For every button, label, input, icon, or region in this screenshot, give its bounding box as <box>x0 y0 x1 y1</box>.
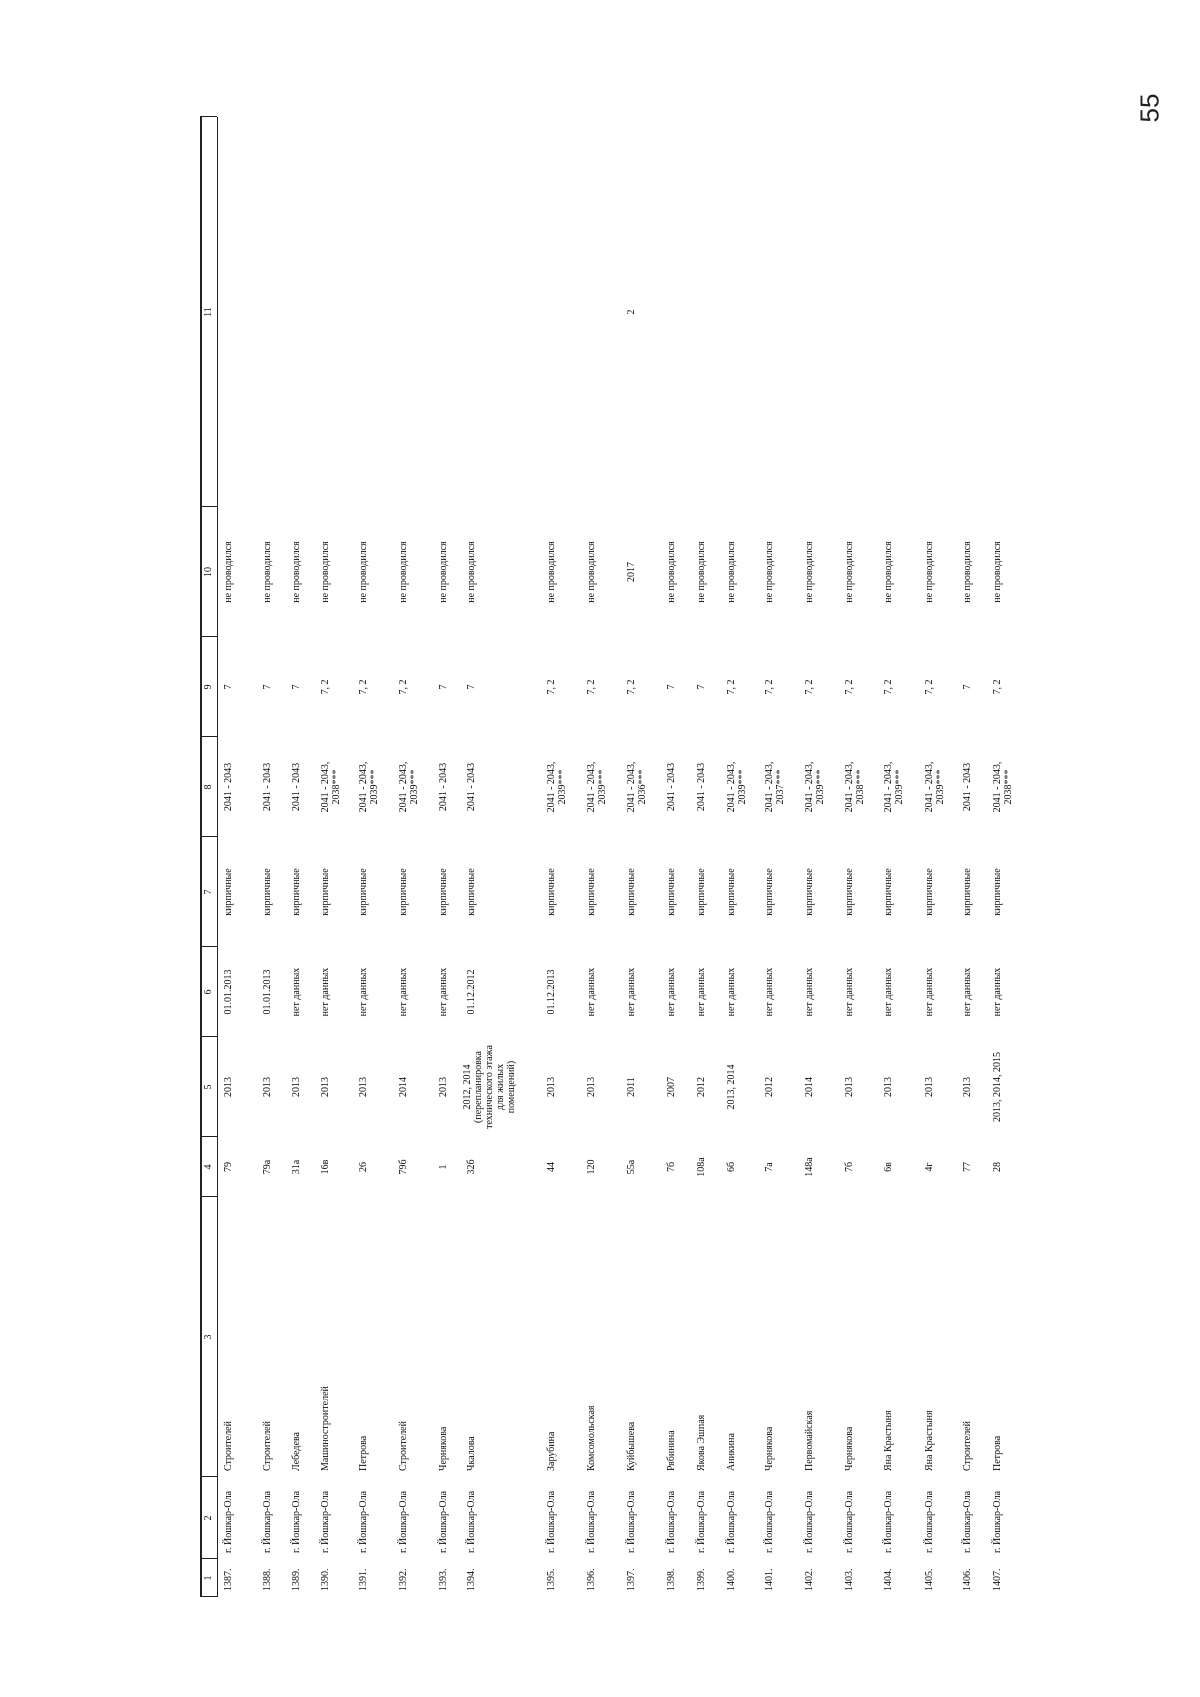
cell-city: г. Йошкар-Ола <box>626 1490 637 1553</box>
cell-walls: кирпичные <box>666 868 677 916</box>
cell-date: нет данных <box>883 967 894 1017</box>
cell-city: г. Йошкар-Ола <box>586 1490 597 1553</box>
cell-num: 1392. <box>398 1568 409 1591</box>
cell-period: 2041 - 2043, 2037*** <box>764 761 786 813</box>
cell-house: 79а <box>262 1159 273 1175</box>
cell-rate: 7 <box>666 684 677 690</box>
cell-survey: 2017 <box>626 562 637 582</box>
cell-walls: кирпичные <box>320 868 331 916</box>
cell-rate: 7, 2 <box>358 679 369 695</box>
cell-period: 2041 - 2043 <box>696 762 707 812</box>
cell-num: 1391. <box>358 1568 369 1591</box>
cell-survey: не проводился <box>696 541 707 603</box>
cell-walls: кирпичные <box>223 868 234 916</box>
cell-walls: кирпичные <box>883 868 894 916</box>
cell-survey: не проводился <box>883 541 894 603</box>
cell-date: нет данных <box>666 967 677 1017</box>
cell-rate: 7, 2 <box>586 679 597 695</box>
cell-city: г. Йошкар-Ола <box>466 1490 477 1553</box>
cell-period: 2041 - 2043, 2039*** <box>924 761 946 813</box>
cell-rate: 7, 2 <box>883 679 894 695</box>
cell-survey: не проводился <box>586 541 597 603</box>
cell-rate: 7, 2 <box>626 679 637 695</box>
cell-survey: не проводился <box>666 541 677 603</box>
cell-house: 16в <box>320 1159 331 1175</box>
cell-num: 1398. <box>666 1568 677 1591</box>
cell-street: Чернякова <box>438 1426 449 1471</box>
cell-date: 01.01.2013 <box>262 969 273 1015</box>
cell-walls: кирпичные <box>586 868 597 916</box>
header-cell: 7 <box>203 889 214 895</box>
cell-num: 1401. <box>764 1568 775 1591</box>
cell-street: Строителей <box>962 1421 973 1471</box>
cell-years: 2012, 2014 (перепланировка технического этажа для жилых помещений) <box>462 1045 517 1129</box>
cell-street: Комсомольская <box>586 1405 597 1471</box>
cell-walls: кирпичные <box>626 868 637 916</box>
cell-survey: не проводился <box>844 541 855 603</box>
cell-date: нет данных <box>962 967 973 1017</box>
cell-years: 2013 <box>924 1077 935 1097</box>
cell-rate: 7, 2 <box>546 679 557 695</box>
page-number: 55 <box>1134 93 1165 123</box>
header-top-border <box>200 117 202 1597</box>
cell-city: г. Йошкар-Ола <box>546 1490 557 1553</box>
cell-walls: кирпичные <box>262 868 273 916</box>
cell-house: 4г <box>924 1162 935 1172</box>
cell-period: 2041 - 2043 <box>962 762 973 812</box>
cell-period: 2041 - 2043, 2039*** <box>804 761 826 813</box>
cell-walls: кирпичные <box>398 868 409 916</box>
cell-period: 2041 - 2043 <box>466 762 477 812</box>
cell-survey: не проводился <box>546 541 557 603</box>
cell-street: Строителей <box>223 1421 234 1471</box>
cell-street: Машиностроителей <box>320 1386 331 1471</box>
cell-survey: не проводился <box>924 541 935 603</box>
cell-date: нет данных <box>804 967 815 1017</box>
cell-street: Строителей <box>262 1421 273 1471</box>
cell-rate: 7, 2 <box>398 679 409 695</box>
cell-period: 2041 - 2043, 2036*** <box>626 761 648 813</box>
cell-survey: не проводился <box>466 541 477 603</box>
cell-num: 1407. <box>992 1568 1003 1591</box>
cell-num: 1395. <box>546 1568 557 1591</box>
cell-date: нет данных <box>398 967 409 1017</box>
cell-city: г. Йошкар-Ола <box>291 1490 302 1553</box>
header-cell: 9 <box>203 684 214 690</box>
cell-years: 2013, 2014, 2015 <box>992 1052 1003 1122</box>
cell-years: 2007 <box>666 1077 677 1097</box>
cell-house: 1 <box>438 1164 449 1170</box>
cell-rate: 7, 2 <box>726 679 737 695</box>
cell-house: 44 <box>546 1162 557 1172</box>
cell-date: нет данных <box>844 967 855 1017</box>
cell-date: 01.12.2012 <box>466 969 477 1015</box>
cell-survey: не проводился <box>398 541 409 603</box>
cell-survey: не проводился <box>223 541 234 603</box>
rotated-data-table <box>200 117 1200 1597</box>
cell-city: г. Йошкар-Ола <box>398 1490 409 1553</box>
cell-num: 1393. <box>438 1568 449 1591</box>
cell-house: 77 <box>962 1162 973 1172</box>
cell-city: г. Йошкар-Ола <box>883 1490 894 1553</box>
cell-rate: 7 <box>262 684 273 690</box>
cell-house: 79 <box>223 1162 234 1172</box>
cell-num: 1389. <box>291 1568 302 1591</box>
cell-rate: 7 <box>696 684 707 690</box>
cell-rate: 7, 2 <box>764 679 775 695</box>
cell-walls: кирпичные <box>546 868 557 916</box>
cell-rate: 7, 2 <box>992 679 1003 695</box>
cell-date: нет данных <box>438 967 449 1017</box>
cell-years: 2013 <box>358 1077 369 1097</box>
header-cell: 1 <box>203 1575 214 1581</box>
cell-years: 2013 <box>883 1077 894 1097</box>
cell-years: 2014 <box>804 1077 815 1097</box>
cell-walls: кирпичные <box>962 868 973 916</box>
cell-street: Аникина <box>726 1433 737 1471</box>
cell-num: 1387. <box>223 1568 234 1591</box>
cell-walls: кирпичные <box>924 868 935 916</box>
cell-city: г. Йошкар-Ола <box>992 1490 1003 1553</box>
cell-num: 1400. <box>726 1568 737 1591</box>
cell-period: 2041 - 2043, 2038*** <box>320 761 342 813</box>
cell-survey: не проводился <box>962 541 973 603</box>
cell-years: 2013 <box>291 1077 302 1097</box>
cell-date: нет данных <box>626 967 637 1017</box>
cell-years: 2013 <box>546 1077 557 1097</box>
cell-num: 1403. <box>844 1568 855 1591</box>
cell-years: 2013 <box>586 1077 597 1097</box>
header-cell: 5 <box>203 1084 214 1090</box>
cell-period: 2041 - 2043, 2038*** <box>992 761 1014 813</box>
cell-street: Чернякова <box>764 1426 775 1471</box>
cell-street: Чернякова <box>844 1426 855 1471</box>
cell-num: 1397. <box>626 1568 637 1591</box>
cell-survey: не проводился <box>262 541 273 603</box>
cell-city: г. Йошкар-Ола <box>666 1490 677 1553</box>
cell-period: 2041 - 2043 <box>666 762 677 812</box>
cell-street: Якова Эшпая <box>696 1414 707 1471</box>
cell-street: Яна Крастыня <box>924 1410 935 1471</box>
cell-date: нет данных <box>291 967 302 1017</box>
header-bottom-border <box>217 117 218 1597</box>
header-cell: 3 <box>203 1334 214 1340</box>
cell-num: 1404. <box>883 1568 894 1591</box>
cell-date: нет данных <box>726 967 737 1017</box>
cell-num: 1402. <box>804 1568 815 1591</box>
cell-rate: 7, 2 <box>320 679 331 695</box>
cell-years: 2013, 2014 <box>726 1064 737 1110</box>
cell-street: Чкалова <box>466 1436 477 1471</box>
cell-period: 2041 - 2043, 2039*** <box>398 761 420 813</box>
header-cell: 6 <box>203 989 214 995</box>
cell-survey: не проводился <box>320 541 331 603</box>
cell-date: нет данных <box>320 967 331 1017</box>
cell-city: г. Йошкар-Ола <box>223 1490 234 1553</box>
cell-house: 55а <box>626 1159 637 1175</box>
cell-walls: кирпичные <box>992 868 1003 916</box>
cell-city: г. Йошкар-Ола <box>726 1490 737 1553</box>
header-cell: 8 <box>203 784 214 790</box>
cell-period: 2041 - 2043, 2039*** <box>726 761 748 813</box>
cell-house: 108а <box>696 1157 707 1177</box>
cell-num: 1394. <box>466 1568 477 1591</box>
cell-survey: не проводился <box>726 541 737 603</box>
cell-city: г. Йошкар-Ола <box>438 1490 449 1553</box>
cell-period: 2041 - 2043, 2039*** <box>358 761 380 813</box>
cell-city: г. Йошкар-Ола <box>924 1490 935 1553</box>
cell-house: 26 <box>358 1162 369 1172</box>
cell-years: 2013 <box>262 1077 273 1097</box>
cell-years: 2013 <box>320 1077 331 1097</box>
cell-walls: кирпичные <box>466 868 477 916</box>
cell-city: г. Йошкар-Ола <box>764 1490 775 1553</box>
cell-years: 2012 <box>696 1077 707 1097</box>
cell-house: 7а <box>764 1162 775 1172</box>
cell-house: 6б <box>726 1161 737 1173</box>
cell-rate: 7 <box>962 684 973 690</box>
cell-survey: не проводился <box>764 541 775 603</box>
cell-street: Рябинина <box>666 1430 677 1471</box>
cell-survey: не проводился <box>358 541 369 603</box>
header-cell: 11 <box>203 307 214 317</box>
cell-city: г. Йошкар-Ола <box>320 1490 331 1553</box>
cell-street: Лебедева <box>291 1432 302 1471</box>
cell-survey: не проводился <box>438 541 449 603</box>
cell-period: 2041 - 2043, 2039*** <box>546 761 568 813</box>
cell-rate: 7 <box>223 684 234 690</box>
cell-house: 31а <box>291 1159 302 1175</box>
cell-num: 1405. <box>924 1568 935 1591</box>
cell-street: Строителей <box>398 1421 409 1471</box>
cell-date: нет данных <box>586 967 597 1017</box>
cell-date: нет данных <box>358 967 369 1017</box>
cell-street: Зарубина <box>546 1431 557 1471</box>
cell-street: Первомайская <box>804 1410 815 1471</box>
cell-house: 120 <box>586 1159 597 1175</box>
cell-years: 2013 <box>223 1077 234 1097</box>
cell-rate: 7 <box>291 684 302 690</box>
cell-extra: 2 <box>626 309 637 315</box>
cell-period: 2041 - 2043 <box>223 762 234 812</box>
cell-city: г. Йошкар-Ола <box>844 1490 855 1553</box>
cell-walls: кирпичные <box>844 868 855 916</box>
cell-walls: кирпичные <box>726 868 737 916</box>
cell-survey: не проводился <box>291 541 302 603</box>
cell-house: 32б <box>466 1159 477 1175</box>
cell-city: г. Йошкар-Ола <box>962 1490 973 1553</box>
cell-period: 2041 - 2043 <box>291 762 302 812</box>
header-cell: 4 <box>203 1164 214 1170</box>
cell-street: Петрова <box>992 1435 1003 1471</box>
cell-rate: 7, 2 <box>924 679 935 695</box>
cell-num: 1406. <box>962 1568 973 1591</box>
cell-house: 79б <box>398 1159 409 1175</box>
cell-walls: кирпичные <box>291 868 302 916</box>
cell-house: 7б <box>666 1161 677 1173</box>
cell-num: 1399. <box>696 1568 707 1591</box>
cell-house: 148а <box>804 1157 815 1177</box>
cell-walls: кирпичные <box>438 868 449 916</box>
cell-walls: кирпичные <box>804 868 815 916</box>
cell-date: 01.12.2013 <box>546 969 557 1015</box>
cell-street: Петрова <box>358 1435 369 1471</box>
cell-walls: кирпичные <box>764 868 775 916</box>
cell-walls: кирпичные <box>358 868 369 916</box>
header-cell: 2 <box>203 1515 214 1521</box>
cell-city: г. Йошкар-Ола <box>262 1490 273 1553</box>
header-cell: 10 <box>203 567 214 577</box>
cell-date: 01.01.2013 <box>223 969 234 1015</box>
cell-years: 2014 <box>398 1077 409 1097</box>
cell-period: 2041 - 2043 <box>262 762 273 812</box>
cell-rate: 7 <box>438 684 449 690</box>
cell-period: 2041 - 2043, 2038*** <box>844 761 866 813</box>
cell-years: 2013 <box>962 1077 973 1097</box>
cell-house: 6в <box>883 1162 894 1172</box>
cell-street: Куйбышева <box>626 1421 637 1471</box>
cell-years: 2013 <box>438 1077 449 1097</box>
cell-city: г. Йошкар-Ола <box>696 1490 707 1553</box>
cell-house: 7б <box>844 1161 855 1173</box>
cell-rate: 7 <box>466 684 477 690</box>
cell-date: нет данных <box>924 967 935 1017</box>
cell-date: нет данных <box>764 967 775 1017</box>
cell-rate: 7, 2 <box>844 679 855 695</box>
cell-walls: кирпичные <box>696 868 707 916</box>
cell-survey: не проводился <box>992 541 1003 603</box>
cell-years: 2011 <box>626 1077 637 1097</box>
cell-years: 2012 <box>764 1077 775 1097</box>
cell-date: нет данных <box>992 967 1003 1017</box>
cell-street: Яна Крастыня <box>883 1410 894 1471</box>
cell-house: 28 <box>992 1162 1003 1172</box>
cell-period: 2041 - 2043, 2039*** <box>586 761 608 813</box>
cell-years: 2013 <box>844 1077 855 1097</box>
cell-period: 2041 - 2043 <box>438 762 449 812</box>
cell-city: г. Йошкар-Ола <box>358 1490 369 1553</box>
cell-date: нет данных <box>696 967 707 1017</box>
cell-num: 1388. <box>262 1568 273 1591</box>
cell-rate: 7, 2 <box>804 679 815 695</box>
cell-num: 1396. <box>586 1568 597 1591</box>
cell-num: 1390. <box>320 1568 331 1591</box>
cell-city: г. Йошкар-Ола <box>804 1490 815 1553</box>
cell-period: 2041 - 2043, 2039*** <box>883 761 905 813</box>
cell-survey: не проводился <box>804 541 815 603</box>
